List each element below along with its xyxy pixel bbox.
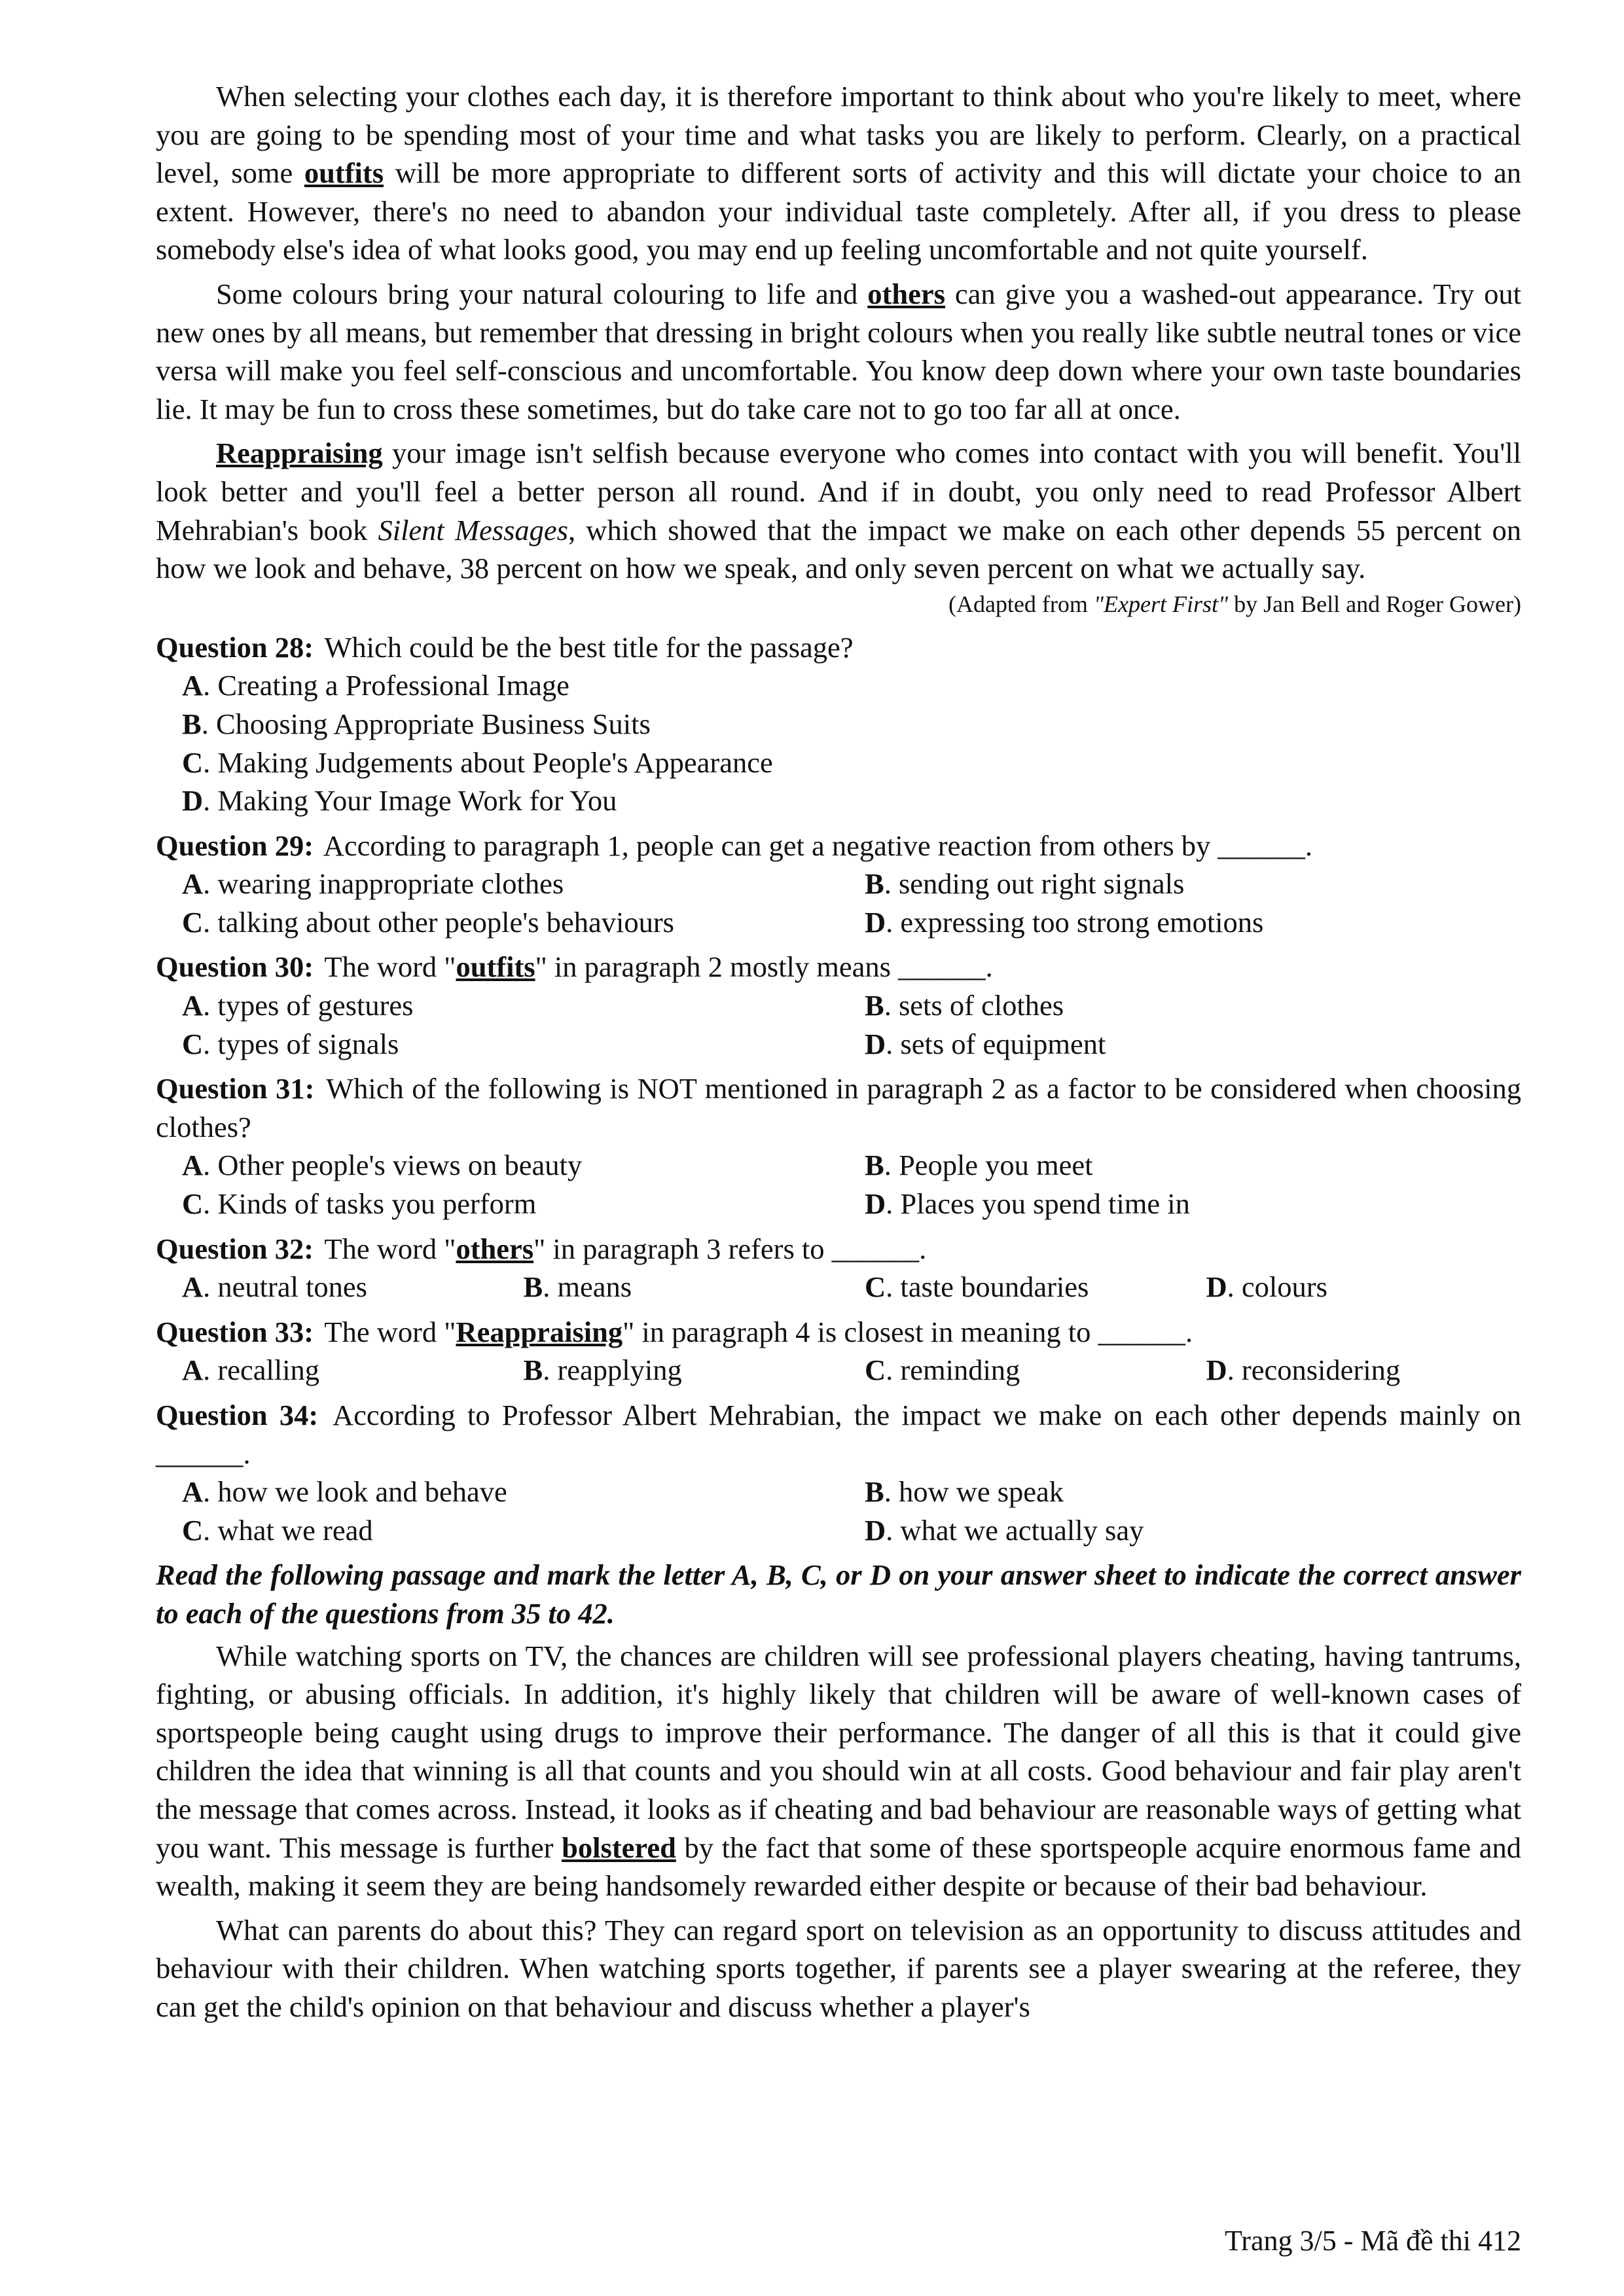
option-c[interactable]: C. taste boundaries bbox=[865, 1270, 1089, 1304]
option-b[interactable]: B. reapplying bbox=[523, 1354, 682, 1387]
option-b[interactable]: B. sets of clothes bbox=[865, 989, 1064, 1022]
passage-paragraph: Some colours bring your natural colouring to life and others can give you a washed-out appearance. Try out new ones by all means, but remember that dressing in bright colours when you really like subtle neutral tones or vice versa will make you feel self-conscious and uncomfortable. You know deep down where your own taste boundaries lie. It may be fun to cross these sometimes, but do take care not to go too far all at once. bbox=[156, 277, 1521, 425]
option-c[interactable]: C. Kinds of tasks you perform bbox=[182, 1187, 537, 1221]
underlined-word: outfits bbox=[304, 156, 384, 190]
question-28 bbox=[156, 628, 1521, 820]
question-label: Question 28: bbox=[156, 630, 314, 664]
section-instruction: Read the following passage and mark the letter A, B, C, or D on your answer sheet to indicate the correct answer to each of the questions from 35 to 42. bbox=[156, 1558, 1521, 1630]
passage-paragraph: What can parents do about this? They can regard sport on television as an opportunity to discuss attitudes and behaviour with their children. When watching sports together, if parents see a player swearing at the referee, they can get the child's opinion on that behaviour and discuss whether a player's bbox=[156, 1913, 1521, 2023]
option-a[interactable]: A. neutral tones bbox=[182, 1270, 367, 1304]
question-text: Which could be the best title for the passage? bbox=[324, 630, 854, 664]
option-d[interactable]: D. sets of equipment bbox=[865, 1027, 1106, 1060]
question-31 bbox=[156, 1069, 1521, 1223]
question-text: Which of the following is NOT mentioned in paragraph 2 as a factor to be considered when choosing clothes? bbox=[156, 1072, 1521, 1143]
option-b[interactable]: B. how we speak bbox=[865, 1475, 1064, 1509]
option-c[interactable]: C. reminding bbox=[865, 1354, 1020, 1387]
option-b[interactable]: B. sending out right signals bbox=[865, 867, 1185, 901]
question-34 bbox=[156, 1396, 1521, 1549]
option-d[interactable]: D. Places you spend time in bbox=[865, 1187, 1190, 1221]
option-b[interactable]: B. People you meet bbox=[865, 1149, 1093, 1182]
option-a[interactable]: A. recalling bbox=[182, 1354, 320, 1387]
option-c[interactable]: C. what we read bbox=[182, 1513, 373, 1547]
option-b[interactable]: B. Choosing Appropriate Business Suits bbox=[182, 707, 651, 740]
underlined-word: outfits bbox=[456, 950, 535, 984]
underlined-word: Reappraising bbox=[456, 1315, 623, 1348]
question-30: Question 30: The word "outfits" in paragraph 2 mostly means ______. A. types of gestures B. sets of clothes C. types of signals D. sets of equipment bbox=[156, 948, 1521, 1063]
option-d[interactable]: D. colours bbox=[1206, 1270, 1327, 1304]
option-b[interactable]: B. means bbox=[523, 1270, 632, 1304]
passage-paragraph: Reappraising your image isn't selfish because everyone who comes into contact with you will benefit. You'll look better and you'll feel a better person all round. And if in doubt, you only need to read Professor Albert Mehrabian's book Silent Messages, which showed that the impact we make on each other depends 55 percent on how we look and behave, 38 percent on how we speak, and only seven percent on what we actually say. bbox=[156, 437, 1521, 585]
underlined-word: Reappraising bbox=[216, 437, 383, 470]
question-label: Question 30: bbox=[156, 950, 314, 984]
book-title: Silent Messages bbox=[378, 513, 568, 547]
option-c[interactable]: C. talking about other people's behaviours bbox=[182, 905, 674, 939]
exam-page bbox=[156, 77, 1521, 2032]
question-label: Question 29: bbox=[156, 829, 314, 862]
underlined-word: bolstered bbox=[562, 1831, 676, 1864]
option-a[interactable]: A. types of gestures bbox=[182, 989, 414, 1022]
source-citation: (Adapted from "Expert First" by Jan Bell and Roger Gower) bbox=[948, 590, 1521, 617]
passage-paragraph: When selecting your clothes each day, it is therefore important to think about who you're likely to meet, where you are going to be spending most of your time and what tasks you are likely to perform. Clearly, on a practical level, some outfits will be more appropriate to different sorts of activity and this will dictate your choice to an extent. However, there's no need to abandon your individual taste completely. After all, if you dress to please somebody else's idea of what looks good, you may end up feeling uncomfortable and not quite yourself. bbox=[156, 80, 1521, 266]
option-d[interactable]: D. expressing too strong emotions bbox=[865, 905, 1264, 939]
question-33: Question 33: The word "Reappraising" in paragraph 4 is closest in meaning to ______. A. recalling B. reapplying C. reminding D. reconsidering bbox=[156, 1313, 1521, 1390]
underlined-word: others bbox=[456, 1232, 534, 1265]
question-label: Question 33: bbox=[156, 1315, 314, 1348]
option-d[interactable]: D. Making Your Image Work for You bbox=[182, 784, 617, 817]
option-c[interactable]: C. types of signals bbox=[182, 1027, 399, 1060]
option-a[interactable]: A. Creating a Professional Image bbox=[182, 669, 569, 702]
option-a[interactable]: A. how we look and behave bbox=[182, 1475, 507, 1509]
question-text: According to paragraph 1, people can get a negative reaction from others by ______. bbox=[323, 829, 1312, 862]
question-label: Question 31: bbox=[156, 1072, 315, 1105]
question-label: Question 34: bbox=[156, 1399, 319, 1431]
passage-paragraph: While watching sports on TV, the chances are children will see professional players cheating, having tantrums, fighting, or abusing officials. In addition, it's highly likely that children will be aware of well-known cases of sportspeople being caught using drugs to improve their performance. The danger of all this is that it could give children the idea that winning is all that counts and you should win at all costs. Good behaviour and fair play aren't the message that comes across. Instead, it looks as if cheating and bad behaviour are reasonable ways of getting what you want. This message is further bolstered by the fact that some of these sportspeople acquire enormous fame and wealth, making it seem they are being handsomely rewarded either despite or because of their bad behaviour. bbox=[156, 1639, 1521, 1903]
question-label: Question 32: bbox=[156, 1232, 314, 1265]
underlined-word: others bbox=[867, 277, 945, 310]
page-footer: Trang 3/5 - Mã đề thi 412 bbox=[1224, 2225, 1521, 2257]
question-text: According to Professor Albert Mehrabian, the impact we make on each other depends mainly on ______. bbox=[156, 1399, 1521, 1470]
question-29 bbox=[156, 827, 1521, 942]
option-a[interactable]: A. Other people's views on beauty bbox=[182, 1149, 583, 1182]
option-c[interactable]: C. Making Judgements about People's Appearance bbox=[182, 745, 773, 779]
option-d[interactable]: D. reconsidering bbox=[1206, 1354, 1401, 1387]
option-d[interactable]: D. what we actually say bbox=[865, 1513, 1144, 1547]
option-a[interactable]: A. wearing inappropriate clothes bbox=[182, 867, 564, 901]
question-32: Question 32: The word "others" in paragraph 3 refers to ______. A. neutral tones B. means C. taste boundaries D. colours bbox=[156, 1230, 1521, 1306]
